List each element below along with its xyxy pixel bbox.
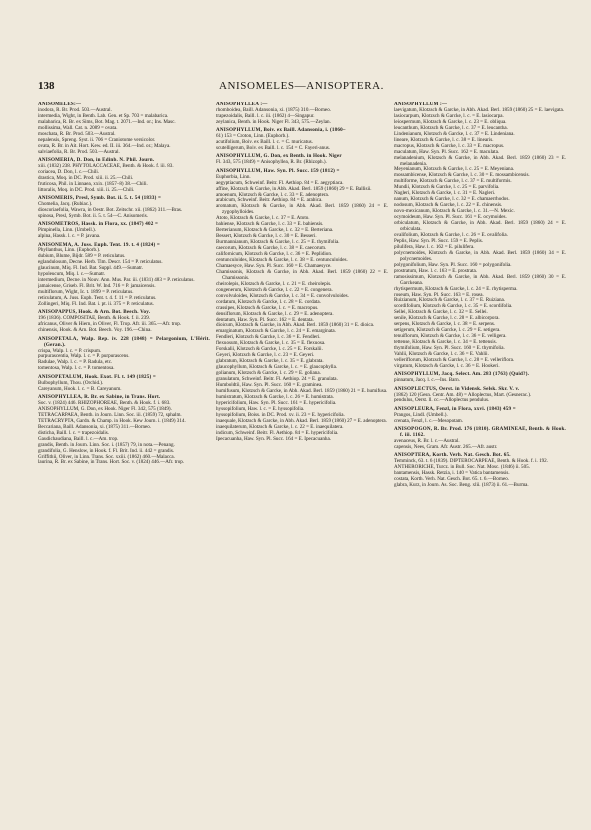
entry-line: Mundii, Klotzsch & Garcke, l. c. 25 = E. parvifolia. [394,184,500,191]
entry-line: hyssopifolium, Boiss. in DC. Prod. xv. ii. 23 = E. hypericifolia. [216,411,345,418]
entry-line: nodosum, Klotzsch & Garcke, l. c. 22 = E. chinensis. [394,202,503,209]
entry-line: eglandulosum, Decne. Herb. Tim. Descr. 154 = P. reticulatus. [38,259,163,266]
entry-line: macropus, Klotzsch & Garcke, l. c. 33 = E. macropus. [394,142,505,149]
entry-line: convolvuloides, Klotzsch & Garcke, l. c. 34 = E. convolvuloides. [216,292,349,299]
entry-heading: ANISOPAPPUS, Hook. & Arn. Bot. Beech. Voy. [38,309,151,316]
entry-line: Lindenianum, Klotzsch & Garcke, l. c. 37 = E. Lindeniana. [394,130,515,137]
entry-line: ocymoideum, Haw. Syn. Pl. Succ. 161 = E. ocymoides. [394,214,507,221]
entry-line: inaequilaterum, Klotzsch & Garcke, l. c. 22 = E. inaequilatera. [216,423,344,430]
entry-heading: ANISOPHYLLEA, R. Br. ex Sabine, in Trans. Hort. [38,393,161,400]
entry-line: velleriflorum, Klotzsch & Garcke, l. c. 28 = E. velleriflora. [394,356,515,363]
entry-line: laevigatum, Klotzsch & Garcke, in Abh. Akad. Berl. 1859 (1860) 25 = E. laevigata. [394,106,565,113]
entry-line: ANTHERORICHE, Turcz. in Bull. Soc. Nat. Mosc. (1846) ii. 505. [394,464,530,471]
entry-line: dioicum, Klotzsch & Garcke, in Abh. Akad. Berl. 1859 (1860) 31 = E. dioica. [216,322,375,329]
entry-line: nanum, Klotzsch & Garcke, l. c. 32 = E. chamaerrhodos. [394,196,510,203]
entry-line: acutifolium, Boiv. ex Baill. l. c. = C. muricatus. [216,139,313,146]
index-entry [38,102,210,156]
entry-line: mossambicense, Klotzsch & Garcke, l. c. 30 = E. mossambicensis. [394,172,530,179]
entry-heading: ANISOPETALA, Walp. Rep. iv. 228 (1848) = Pelargonium, L'Hérit. (Geran.). [38,335,210,348]
entry-line: cordatum, Klotzsch & Garcke, l. c. 28 = E. cordata. [216,298,321,305]
entry-line: Atoto, Klotzsch & Garcke, l. c. 37 = E. Atoto. [216,215,310,222]
entry-line: densiflorum, Klotzsch & Garcke, l. c. 29 = E. adenoptera. [216,310,334,317]
index-entry [38,375,210,393]
entry-line: Humboldtii, Haw. Syn. Pl. Succ. 160 = E. graminea. [216,382,323,389]
index-entry [216,102,388,126]
entry-line: Phyllanthus, Linn. (Euphorb.). [38,247,101,254]
entry-line: prostratum, Haw. l. c. 163 = E. prostrata. [394,267,478,274]
entry-line: amoenum, Klotzsch & Garcke, l. c. 33 = E. adenoptera. [216,191,330,198]
entry-line: fruticosa, Phil. in Linnaea, xxix. (1857–8) 38.—Chili. [38,180,148,187]
entry-line: costata, Korth. Verh. Nat. Gesch. Bot. 65. t. 6.—Borneo. [394,476,510,483]
entry-line: Vahlii, Klotzsch & Garcke, l. c. 36 = E. Vahlii. [394,351,489,358]
entry-line: TETRACARPAEA, Benth. in Journ. Linn. Soc. iii. (1859) 72, sphalm. [38,411,182,418]
running-title: ANISOMELES—ANISOPTERA. [218,80,385,92]
page-number: 138 [38,80,55,92]
entry-line: Nagleri, Klotzsch & Garcke, l. c. 31 = E. Nagleri. [394,190,496,197]
index-entry [38,243,210,308]
index-entry [394,387,566,405]
entry-line: reticulatum, A. Juss. Euph. Tent. t. 4. f. 11 = P. reticulatus. [38,295,157,302]
entry-line: salviaefolia, R. Br. Prod. 503.—Austral. [38,148,120,155]
entry-line: drastica, Moq. in DC. Prod. xiii. ii. 25.—Chili. [38,174,134,181]
entry-line: humifusum, Klotzsch & Garcke, in Abh. Akad. Berl. 1859 (1860) 21 = E. humifusa. [216,387,388,394]
entry-heading: ANISOMETROS, Hassk. in Flora, xx. (1847) 402 = [38,221,159,228]
entry-line: disticha, Baill. l. c. = trapezoidalis. [38,429,110,436]
entry-line: thymifolium, Haw. Syn. Pl. Succ. 160 = E. thymifolia. [394,345,505,352]
entry-line: hypoleucum, Miq. l. c.—Sumatr. [38,271,106,278]
entry-line: zeylanica, Benth. in Hook. Niger Fl. 343, 575.—Zeylan. [216,118,331,125]
index-columns [38,102,567,814]
index-entry [38,310,210,334]
entry-line: multiforme, Klotzsch & Garcke, l. c. 37 = E. multiformis. [394,178,512,185]
entry-line: glabratum, Klotzsch & Garcke, l. c. 35 = E. glabrata. [216,358,324,365]
entry-line: intermedia, Wight, in Benth. Lab. Gen. et Sp. 703 = malabarica. [38,112,169,119]
entry-heading: ANISOPHYLLUM, G. Don, ex Benth. in Hook. Niger [216,153,342,160]
entry-line: Bulbophyllum, Thou. (Orchid.). [38,379,104,386]
entry-line: Berterianum, Klotzsch & Garcke, l. c. 32 = E. Berteriana. [216,227,334,234]
entry-line: multiflorum, Wight, Ic. t. 1899 = P. reticulatus. [38,289,134,296]
entry-line: golianum, Klotzsch & Garcke, l. c. 29 = E. goliana. [216,370,321,377]
entry-line: aromatum, Klotzsch & Garcke, in Abh. Akad. Berl. 1859 (1860) 24 = E. zygophylloides. [216,203,388,216]
entry-line: crassipes, Klotzsch & Garcke, l. c. = E. macropus. [216,304,319,311]
entry-line: Fl. 343, 575 (1849) = Anisophyllea, R. Br. (Rhizoph.). [216,159,327,166]
entry-line: littoralis, Moq. in DC. Prod. xiii. ii. 25.—Chili. [38,186,135,193]
entry-heading: ANISOMERIA, D. Don, in Edinb. N. Phil. Journ. [38,156,155,163]
entry-line: dentatum, Haw. Syn. Pl. Succ. 162 = E. dentata. [216,316,314,323]
entry-line: (1862) 120 (Gesn. Centr. Am. 48) = Alloplectus, Mart. (Gesnerac.). [394,391,532,398]
entry-line: glaucophyllum, Klotzsch & Garcke, l. c. = E. glaucophylla. [216,364,338,371]
entry-line: melanadenium, Klotzsch & Garcke, in Abh. Akad. Berl. 1859 (1860) 23 = E. melanadenia. [394,154,566,167]
entry-heading: ANISOPHYLLUM, Jacq. Select. Am. 283 (1763) (Quid?). [394,371,530,378]
entry-line: lineare, Klotzsch & Garcke, l. c. 38 = E. linearis. [394,136,494,143]
entry-line: scordifolium, Klotzsch & Garcke, l. c. 35 = E. scordifolia. [394,303,513,310]
entry-line: novo-mexicanum, Klotzsch & Garcke, l. c. 31.—N. Mexic. [394,208,515,215]
entry-line: 196 (1836). COMPOSITAE, Benth. & Hook. f. ii. 239. [38,315,151,322]
entry-line: capensis, Nees, Gram. Afr. Austr. 265.—Afr. austr. [394,443,498,450]
entry-line: serpens, Klotzsch & Garcke, l. c. 38 = E. serpens. [394,321,496,328]
entry-line: flexuosum, Klotzsch & Garcke, l. c. 35 = E. flexuosa. [216,340,326,347]
entry-line: orbiculatum, Klotzsch & Garcke, in Abh. Akad. Berl. 1859 (1860) 24 = E. orbiculata. [394,220,566,233]
entry-line: Prangos, Lindl. (Umbell.). [394,411,448,418]
entry-line: scutelligerum, Boiv. ex Baill. l. c. 154 = C. Fayeri-anus. [216,145,331,152]
entry-line: ovalifolium, Klotzsch & Garcke, l. c. 26 = E. ovalifolia. [394,231,508,238]
entry-line: rhomboidea, Baill. Adansonia, xi. (1875) 310.—Borneo. [216,106,332,113]
entry-heading: ANISOPHYLLUM, Boiv. ex Baill. Adansonia, i. (1860– [216,127,346,134]
entry-line: grandis, Benth. in Journ. Linn. Soc. i. (1857) 79, in nota.—Penang. [38,441,175,448]
page-header [38,80,565,94]
entry-line: tomentosa, Walp. l. c. = P. tomentosa. [38,365,115,372]
entry-line: pinnatum, Jacq. l. c.—Ins. Barn. [394,377,460,384]
entry-line: dioscoriaefolia, Wawra, in Oestr. Bot. Zeitschr. xii. (1862) 311.—Bras. [38,206,183,213]
entry-heading: ANISOPOGON, R. Br. Prod. 176 (1810). GRAMINEAE, Benth. & Hook. f. iii. 1162. [394,426,566,439]
entry-line: purpurascentia, Walp. l. c. = P. purpurascens. [38,353,130,360]
entry-line: bahiense, Klotzsch & Garcke, l. c. 33 = E. bahiensis. [216,221,324,228]
entry-line: Chomelia, Jacq. (Rubiac.). [38,201,93,208]
entry-line: Bessert, Klotzsch & Garcke, l. c. 30 = E. Besseri. [216,233,317,240]
entry-line: ovata, R. Br. in Ait. Hort. Kew. ed. II. iii. 364.—Ind. or.; Malaya. [38,142,171,149]
entry-line: senile, Klotzsch & Garcke, l. c. 28 = E. albicorpora. [394,315,500,322]
column-2 [216,102,388,814]
entry-line: nepalensis, Spreng. Syst. ii. 706 = Craniotome versicolor. [38,136,156,143]
entry-line: indicum, Schweinf. Beitr. Fl. Aethiop. 84 = E. hypericifolia. [216,429,339,436]
entry-line: crenata, Fenzl, l. c.—Mesopotam. [394,417,464,424]
entry-line: roseum, Haw. Syn. Pl. Succ. 163 = E. rosea. [394,291,484,298]
entry-line: polygonifolium, Haw. Syn. Pl. Succ. 160 = polygonifolia. [394,261,512,268]
entry-line: Gaudichaudiana, Baill. l. c.—Am. trop. [38,435,119,442]
entry-line: lasiocarpum, Klotzsch & Garcke, l. c. = E. lasiocarpa. [394,112,504,119]
entry-line: Ipecacuanha, Haw. Syn. Pl. Succ. 164 = E. Ipecacuanha. [216,435,331,442]
index-entry [394,102,566,370]
index-entry [216,128,388,152]
entry-line: Griffithii, Oliver, in Linn. Trans. Soc. xxiii. (1862) 460.—Malacca. [38,453,175,460]
entry-line: pendulus, Oerst. ll. cc.—Alloplectus pendulus. [394,397,490,404]
entry-heading: ANISOPHYLLUM, Haw. Syn. Pl. Succ. 159 (1812) = [216,167,340,174]
entry-line: intermedium, Decne. in Nouv. Ann. Mus. Par. iii. (1831) 483 = P. reticulatus. [38,277,195,284]
entry-line: Soc. v. (1824) 446. RHIZOPHOREAE, Benth. & Hook. f. i. 683. [38,399,171,406]
index-entry [394,453,566,489]
entry-line: Meyenianum, Klotzsch & Garcke, l. c. 25 = E. Meyeniana. [394,166,515,173]
entry-line: centunculoides, Klotzsch & Garcke, l. c. 38 = E. centunculoides. [216,257,348,263]
entry-line: Chamaesyce, Haw. Syn. Pl. Succ. 160 = E. Chamaesyce. [216,262,332,269]
entry-line: spinosa, Presl, Symb. Bot. ii. 5. t. 54—C. Anisomeris. [38,212,148,219]
entry-line: Beccariana, Baill. Adansonia, xi. (1875) 311.—Borneo. [38,423,152,430]
entry-line: Geyeri, Klotzsch & Garcke, l. c. 23 = E. Geyeri. [216,352,315,359]
entry-line: dubium, Blume, Bijdr. 589 = P. reticulatus. [38,253,126,260]
entry-line: caecorum, Klotzsch & Garcke, l. c. 38 = E. caecorum. [216,245,327,252]
entry-line: jamaicense, Griseb. Fl. Brit. W. Ind. 716 = P. jamaicensis. [38,283,156,290]
entry-heading: ANISOPETALUM, Hook. Exot. Fl. t. 149 (1825) = [38,373,156,380]
index-entry [394,407,566,425]
entry-line: rhytispermum, Klotzsch & Garcke, l. c. 24 = E. rhytisperma. [394,285,518,292]
column-1 [38,102,210,814]
entry-line: tettense, Klotzsch & Garcke, l. c. 34 = E. tettensis. [394,339,497,346]
entry-line: californicum, Klotzsch & Garcke, l. c. 36 = E. Peplidion. [216,251,333,258]
entry-heading: ANISOMELES:— [38,102,82,107]
entry-line: chinensis, Hook. & Arn. Bot. Beech. Voy. 196.—China. [38,327,152,334]
entry-line: Zollingeri, Miq. Fl. Ind. Bat. i. pt. ii. 375 = P. reticulatus. [38,301,154,308]
index-entry [38,222,210,240]
entry-line: avenaceus, R. Br. l. c.—Austral. [394,437,460,444]
entry-line: Fendleri, Klotzsch & Garcke, l. c. 36 = E. Fendleri. [216,334,321,341]
entry-line: moschata, R. Br. Prod. 503.—Austral. [38,130,116,137]
entry-line: Temminck, 63. t. 6 (1839). DIPTEROCARPEAE, Benth. & Hook. f. i. 192. [394,458,549,465]
entry-line: maculatum, Haw. Syn. Pl. Succ. 162 = E. maculata. [394,148,500,155]
column-3 [394,102,566,814]
entry-line: pilulifera, Haw. l. c. 162 = E. pilulifera. [394,243,475,250]
entry-line: coriacea, D. Don, l. c.—Chili. [38,168,100,175]
entry-line: leucanthum, Klotzsch & Garcke, l. c. 37 = E. leucantha. [394,124,508,131]
entry-heading: ANISONEMA, A. Juss. Euph. Tent. 19. t. 4 (1824) = [38,241,160,248]
entry-line: emarginatum, Klotzsch & Garcke, l. c. 24 = E. emarginata. [216,328,336,335]
index-entry [216,169,388,443]
entry-line: ramosissimum, Klotzsch & Garcke, in Abh. Akad. Berl. 1859 (1860) 30 = E. Garckeana. [394,273,566,286]
entry-line: Forskalii, Klotzsch & Garcke, l. c. 25 = E. Forskalii. [216,346,323,353]
entry-heading: ANISOPHYLLEA :— [216,102,268,107]
index-entry [394,427,566,451]
entry-line: Peplis, Haw. Syn. Pl. Succ. 159 = E. Peplis. [394,237,483,244]
entry-line: Radulae, Walp. l. c. = P. Radula, etc. [38,359,113,366]
entry-heading: ANISOPLEURA, Fenzl, in Flora, xxvi. (1843) 459 = [394,405,516,412]
entry-line: granulatum, Schweinf. Beitr. Fl. Aethiop. 24 = E. granulata. [216,376,338,383]
entry-line: Pimpinella, Linn. (Umbell.). [38,227,97,234]
entry-line: ANISOPHYLLUM, G. Don, ex Hook. Niger Fl. 342, 575 (1849). [38,405,172,412]
entry-line: TETRACRYPTA, Gardn. & Champ. in Hook. Kew Journ. i. (1849) 314. [38,417,186,424]
index-entry [38,158,210,194]
entry-line: leiospermum, Klotzsch & Garcke, l. c. 23 = E. obliqua. [394,118,507,125]
entry-line: xiii. (1832) 238. PHYTOLACCACEAE, Benth. & Hook. f. iii. 83. [38,162,174,169]
entry-line: laurina, R. Br. ex Sabine, in Trans. Hort. Soc. v. (1824) 446.—Afr. trop. [38,459,185,466]
entry-heading: ANISOPHYLLUM :— [394,102,448,107]
index-entry [38,196,210,220]
entry-line: 61) 153 = Croton, Linn. (Euphorb.). [216,133,290,140]
entry-line: alpina, Hassk. l. c. = P. javana. [38,233,101,240]
entry-line: grandifolia, G. Henslow, in Hook. f. Fl. Brit. Ind. ii. 442 = grandis. [38,447,175,454]
entry-line: cheirolepis, Klotzsch & Garcke, l. c. 21 = E. cheirolepis. [216,280,332,287]
entry-line: Sellei, Klotzsch & Garcke, l. c. 32 = E. Sellei. [394,309,488,316]
entry-line: Burmannianum, Klotzsch & Garcke, l. c. 25 = E. thymifolia. [216,239,340,246]
entry-line: Chamissonis, Klotzsch & Garcke, in Abh. Akad. Berl. 1859 (1860) 22 = E. Chamissonis. [216,268,388,281]
entry-line: arabicum, Schweinf. Beitr. Aethiop. 84 = E. arabica. [216,197,323,204]
entry-line: glaucinum, Miq. Fl. Ind. Bat. Suppl. 449.—Sumatr. [38,265,143,272]
entry-line: glabra, Kurz, in Journ. As. Soc. Beng. xlii. (1873) ii. 61.—Burma. [394,482,529,489]
entry-line: aegyptiacum, Schweinf. Beitr. Fl. Aethiop. 84 = E. aegyptiaca. [216,179,344,186]
entry-line: hyssopifolium, Haw. l. c. = E. hyssopifolia. [216,405,305,412]
entry-line: crispa, Walp. l. c. = P. crispum. [38,347,102,354]
entry-line: inaequale, Klotzsch & Garcke, in Abh. Akad. Berl. 1859 (1860) 27 = E. adenoptera. [216,417,387,424]
entry-line: mollissima, Wall. Cat. n. 2089 = ovata. [38,124,118,131]
entry-line: setigerum, Klotzsch & Garcke, l. c. 29 = E. setigera. [394,327,501,334]
entry-line: Careyanum, Hook. l. c. = B. Careyanum. [38,385,122,392]
entry-heading: ANISOPTERA, Korth. Verh. Nat. Gesch. Bot. 65. [394,452,511,459]
entry-line: congenerum, Klotzsch & Garcke, l. c. 22 = E. congenera. [216,286,333,293]
entry-line: affine, Klotzsch & Garcke, in Abh. Akad. Berl. 1859 (1860) 29 = E. Ballisii. [216,185,372,192]
entry-line: virgatum, Klotzsch & Garcke, l. c. 36 = E. Hookeri. [394,362,500,369]
index-entry [216,154,388,166]
entry-heading: ANISOPLECTUS, Oerst. in Vidensk. Selsk. Skr. V. v. [394,385,520,392]
index-entry [38,337,210,373]
entry-line: polycnemoides, Klotzsch & Garcke, in Abh. Akad. Berl. 1859 (1860) 34 = E. polycnemoides. [394,249,566,262]
entry-line: inodora, R. Br. Prod. 503.—Austral. [38,106,112,113]
entry-line: africanus, Oliver & Hiern, in Oliver, Fl. Trop. Afr. iii. 365.—Afr. trop. [38,321,182,328]
index-entry [38,395,210,466]
entry-line: tenuiflorum, Klotzsch & Garcke, l. c. 36 = E. velligera. [394,333,507,340]
entry-line: bantamensis, Hassk. Retzia, i. 140 = Vatica bantamensis. [394,470,510,477]
entry-heading: ANISOMERIS, Presl, Symb. Bot. ii. 5. t. 54 (1833) = [38,195,162,202]
entry-line: malabarica, R. Br. ex Sims, Bot. Mag. t. 2071.—Ind. or.; Ins. Masc. [38,118,176,125]
entry-line: hypericifolium, Haw. Syn. Pl. Succ. 161 = E. hypericifolia. [216,399,337,406]
entry-line: Ruizianum, Klotzsch & Garcke, l. c. 37 = E. Ruiziana. [394,297,506,304]
index-entry [394,372,566,384]
entry-line: humistratum, Klotzsch & Garcke, l. c. 26 = E. humistrata. [216,393,334,400]
entry-line: Euphorbia, Linn. [216,173,251,180]
entry-line: trapezoidalis, Baill. l. c. iii. (1862) 4—Singapur. [216,112,315,119]
